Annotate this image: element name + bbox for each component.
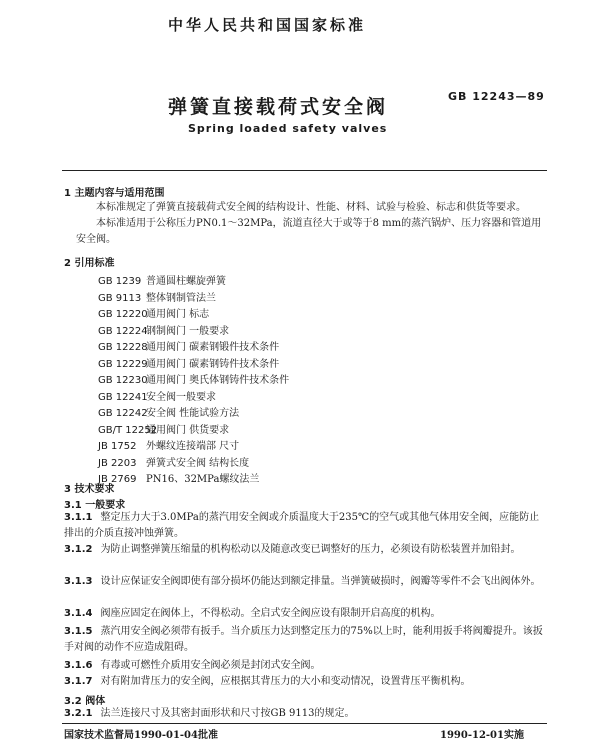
reference-title: 通用阀门 标志 (146, 309, 210, 320)
reference-code: GB 12229 (98, 358, 148, 370)
reference-title: 整体钢制管法兰 (146, 292, 216, 304)
clause-number: 3.1.5 (64, 626, 93, 637)
reference-code: GB 12228 (98, 342, 148, 353)
clause-3-1-6 (64, 658, 546, 674)
reference-code: JB 2203 (98, 457, 137, 469)
clause-3-2-1 (64, 706, 546, 722)
clause-3-1-5 (64, 624, 546, 656)
standard-number: GB 12243—89 (448, 90, 545, 103)
section-3-heading: 3 技术要求 (64, 484, 115, 495)
reference-item (98, 437, 289, 454)
clause-text: 蒸汽用安全阀必须带有扳手。当介质压力达到整定压力的75%以上时，能利用扳手将阀瓣提升。该扳手对阀的动作不应造成阻碍。 (64, 626, 543, 653)
clause-3-1-3 (64, 574, 546, 590)
document-title-english: Spring loaded safety valves (188, 122, 388, 135)
reference-code: JB 2769 (98, 474, 137, 485)
clause-number: 3.1.2 (64, 544, 93, 555)
footer-divider (62, 723, 547, 724)
clause-3-1-4 (64, 606, 546, 622)
reference-title: 钢制阀门 一般要求 (146, 325, 230, 337)
clause-text: 为防止调整弹簧压缩量的机构松动以及随意改变已调整好的压力，必须设有防松装置并加铅封。 (100, 544, 521, 555)
reference-title: 弹簧式安全阀 结构长度 (146, 457, 250, 469)
reference-list (98, 272, 289, 487)
document-title: 弹簧直接载荷式安全阀 (168, 96, 389, 118)
reference-title: 安全阀一般要求 (146, 391, 216, 403)
reference-item (98, 272, 289, 289)
reference-item (98, 421, 289, 438)
clause-number: 3.1.7 (64, 676, 93, 687)
clause-number: 3.2.1 (64, 708, 93, 719)
reference-code: GB 12224 (98, 325, 148, 337)
reference-title: PN16、32MPa螺纹法兰 (146, 474, 260, 485)
clause-number: 3.1.1 (64, 512, 93, 523)
clause-text: 阀座应固定在阀体上，不得松动。全启式安全阀应设有限制开启高度的机构。 (100, 608, 441, 619)
reference-title: 通用阀门 奥氏体钢铸件技术条件 (146, 375, 290, 386)
reference-code: GB/T 12252 (98, 424, 158, 436)
clause-3-1-2 (64, 542, 546, 558)
section-2-heading: 2 引用标准 (64, 258, 115, 269)
clause-text: 整定压力大于3.0MPa的蒸汽用安全阀或介质温度大于235℃的空气或其他气体用安全阀，应能防止排出的介质直接冲蚀弹簧。 (64, 512, 540, 539)
reference-item (98, 388, 289, 405)
reference-item (98, 404, 289, 421)
clause-text: 设计应保证安全阀即使有部分损坏仍能达到额定排量。当弹簧破损时，阀瓣等零件不会飞出阀体外。 (100, 576, 541, 587)
reference-item (98, 371, 289, 388)
reference-title: 通用阀门 碳素钢铸件技术条件 (146, 358, 280, 370)
reference-item (98, 338, 289, 355)
implementation-date: 1990-12-01实施 (440, 730, 524, 741)
reference-item (98, 289, 289, 306)
reference-code: GB 9113 (98, 292, 142, 304)
reference-title: 通用阀门 供货要求 (146, 424, 230, 436)
clause-3-1-7 (64, 674, 546, 690)
reference-code: GB 12241 (98, 391, 148, 403)
reference-item (98, 305, 289, 322)
reference-title: 安全阀 性能试验方法 (146, 408, 240, 419)
section-1-para-1: 本标准规定了弹簧直接载荷式安全阀的结构设计、性能、材料、试验与检验、标志和供货等要求。 (96, 202, 526, 213)
reference-item (98, 454, 289, 471)
reference-title: 外螺纹连接端部 尺寸 (146, 441, 240, 452)
clause-number: 3.1.3 (64, 576, 93, 587)
clause-text: 对有附加背压力的安全阀，应根据其背压力的大小和变动情况，设置背压平衡机构。 (100, 676, 471, 687)
reference-title: 通用阀门 碳素钢锻件技术条件 (146, 342, 280, 353)
clause-number: 3.1.6 (64, 660, 93, 671)
reference-code: JB 1752 (98, 441, 137, 452)
header-divider (62, 170, 547, 171)
subsection-3-2-heading: 3.2 阀体 (64, 696, 106, 707)
approval-date: 国家技术监督局1990-01-04批准 (64, 730, 218, 741)
clause-number: 3.1.4 (64, 608, 93, 619)
reference-code: GB 12220 (98, 309, 148, 320)
section-1-para-2: 本标准适用于公称压力PN0.1～32MPa，流道直径大于或等于8 mm的蒸汽锅炉、压力容器和管道用安全阀。 (76, 218, 542, 245)
reference-title: 普通圆柱螺旋弹簧 (146, 276, 226, 287)
reference-code: GB 1239 (98, 276, 142, 287)
clause-text: 有毒或可燃性介质用安全阀必须是封闭式安全阀。 (100, 660, 321, 671)
reference-item (98, 355, 289, 372)
national-standard-label: 中华人民共和国国家标准 (168, 16, 367, 34)
reference-item (98, 470, 289, 487)
reference-item (98, 322, 289, 339)
subsection-3-1-heading: 3.1 一般要求 (64, 500, 126, 511)
reference-code: GB 12242 (98, 408, 148, 419)
reference-code: GB 12230 (98, 375, 148, 386)
clause-text: 法兰连接尺寸及其密封面形状和尺寸按GB 9113的规定。 (100, 708, 355, 719)
section-1-heading: 1 主题内容与适用范围 (64, 188, 165, 199)
clause-3-1-1 (64, 510, 546, 542)
